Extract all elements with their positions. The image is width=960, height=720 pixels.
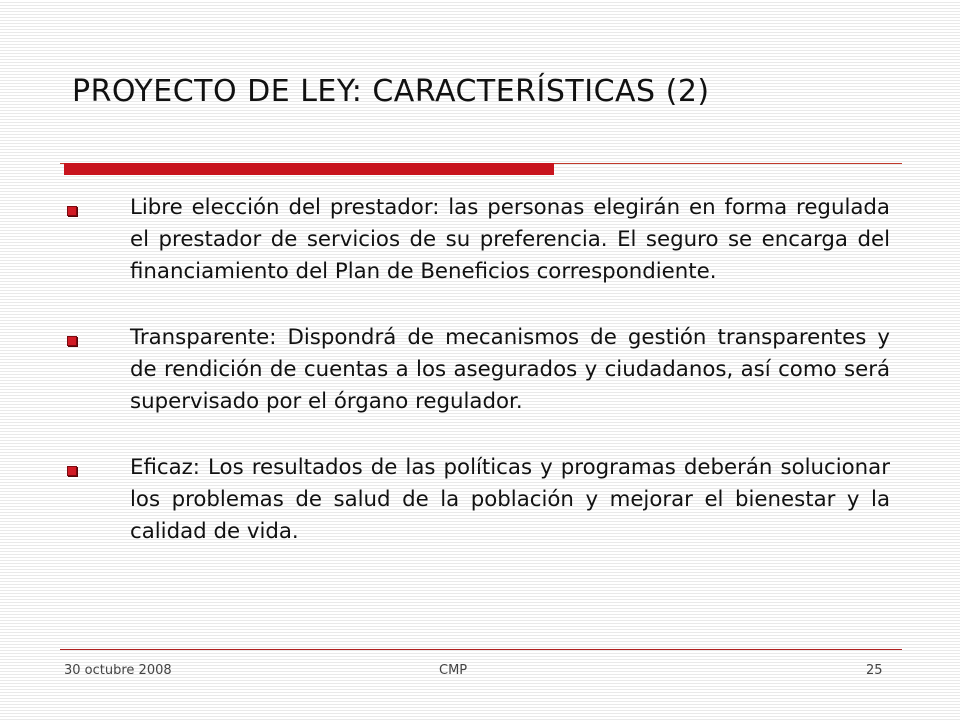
footer-date: 30 octubre 2008 bbox=[64, 663, 172, 678]
footer-organization: CMP bbox=[439, 663, 468, 678]
square-bullet-icon bbox=[67, 206, 77, 216]
square-bullet-icon bbox=[67, 336, 77, 346]
bullet-text: Libre elección del prestador: las personas elegirán en forma regulada el prestador de servicios de su preferencia. El seguro se encarga del financiamiento del Plan de Beneficios correspondiente. bbox=[130, 195, 890, 284]
bullet-text: Transparente: Dispondrá de mecanismos de gestión transparentes y de rendición de cuentas a los asegurados y ciudadanos, así como será supervisado por el órgano regulador. bbox=[130, 325, 890, 414]
bullet-text: Eficaz: Los resultados de las políticas y programas deberán solucionar los problemas de salud de la población y mejorar el bienestar y la calidad de vida. bbox=[130, 455, 890, 544]
bullet-item-libre-eleccion bbox=[60, 192, 890, 288]
square-bullet-icon bbox=[67, 466, 77, 476]
title-divider-thick bbox=[64, 163, 554, 175]
slide-title: PROYECTO DE LEY: CARACTERÍSTICAS (2) bbox=[72, 74, 710, 109]
bullet-item-eficaz bbox=[60, 452, 890, 548]
bullet-item-transparente bbox=[60, 322, 890, 418]
footer-divider bbox=[60, 649, 902, 650]
bullet-list bbox=[60, 192, 890, 582]
page-number: 25 bbox=[866, 663, 883, 678]
